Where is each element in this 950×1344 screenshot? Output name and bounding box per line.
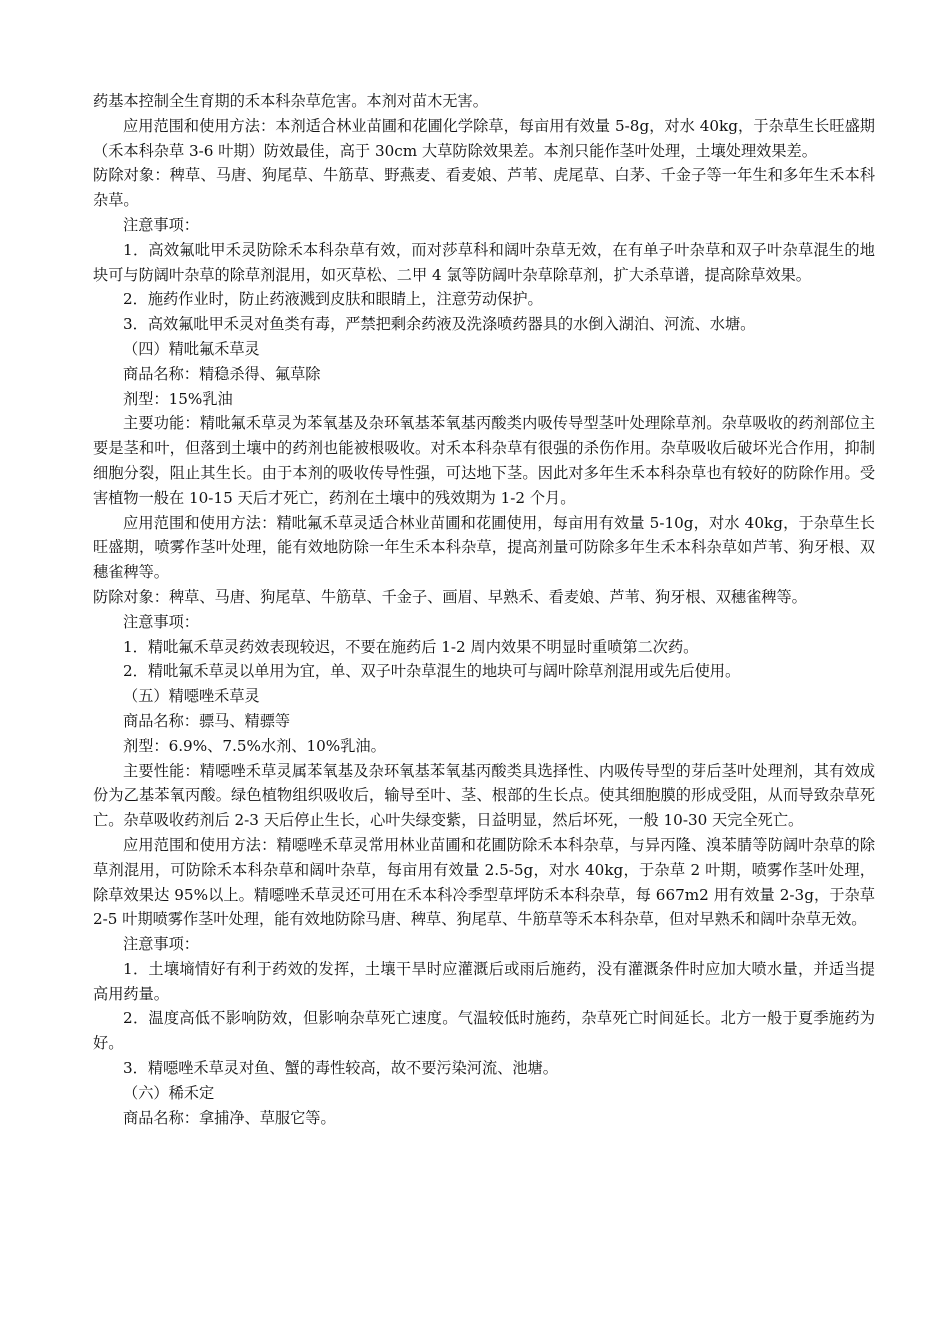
body-paragraph: 注意事项： xyxy=(123,215,199,234)
body-paragraph: 2．施药作业时，防止药液溅到皮肤和眼睛上，注意劳动保护。 xyxy=(123,290,543,309)
body-paragraph: 1．精吡氟禾草灵药效表现较迟，不要在施药后 1-2 周内效果不明显时重喷第二次药。 xyxy=(123,637,699,656)
body-paragraph: 商品名称：精稳杀得、氟草除 xyxy=(123,364,321,383)
body-paragraph: 3．精噁唑禾草灵对鱼、蟹的毒性较高，故不要污染河流、池塘。 xyxy=(123,1059,558,1078)
body-paragraph: （四）精吡氟禾草灵 xyxy=(123,339,260,358)
body-paragraph: 应用范围和使用方法：精噁唑禾草灵常用林业苗圃和花圃防除禾本科杂草，与异丙隆、溴苯腈等防阔叶杂草的除草剂混用，可防除禾本科杂草和阔叶杂草，每亩用有效量 2.5-5g，对水 40kg，于杂草 2 叶期，喷雾作茎叶处理，除草效果达 95%以上。精噁唑禾草灵还可用在禾本科冷季型草坪防禾本科杂草，每 667m2 用有效量 2-3g，于杂草 2-5 叶期喷雾作茎叶处理，能有效地防除马唐、稗草、狗尾草、牛筋草等禾本科杂草，但对早熟禾和阔叶杂草无效。 xyxy=(93,835,875,929)
body-paragraph: 2．温度高低不影响防效，但影响杂草死亡速度。气温较低时施药，杂草死亡时间延长。北方一般于夏季施药为好。 xyxy=(93,1009,875,1053)
body-paragraph: （六）稀禾定 xyxy=(123,1083,215,1102)
body-paragraph: 剂型：15%乳油 xyxy=(123,389,233,408)
body-paragraph: 主要性能：精噁唑禾草灵属苯氧基及杂环氧基苯氧基丙酸类具选择性、内吸传导型的芽后茎叶处理剂，其有效成份为乙基苯氧丙酸。绿色植物组织吸收后，输导至叶、茎、根部的生长点。使其细胞膜的形成受阻，从而导致杂草死亡。杂草吸收药剂后 2-3 天后停止生长，心叶失绿变紫，日益明显，然后坏死，一般 10-30 天完全死亡。 xyxy=(93,761,875,830)
document-page xyxy=(93,89,875,1130)
body-paragraph: 剂型：6.9%、7.5%水剂、10%乳油。 xyxy=(123,736,386,755)
body-paragraph: 商品名称：骠马、精骠等 xyxy=(123,711,291,730)
body-paragraph: 商品名称：拿捕净、草服它等。 xyxy=(123,1108,336,1127)
body-paragraph: 应用范围和使用方法：本剂适合林业苗圃和花圃化学除草，每亩用有效量 5-8g，对水 40kg，于杂草生长旺盛期（禾本科杂草 3-6 叶期）防效最佳，高于 30cm 大草防除效果差。本剂只能作茎叶处理，土壤处理效果差。 xyxy=(93,116,875,160)
body-paragraph: 1．土壤墒情好有利于药效的发挥，土壤干旱时应灌溉后或雨后施药，没有灌溉条件时应加大喷水量，并适当提高用药量。 xyxy=(93,959,875,1003)
body-paragraph: 注意事项： xyxy=(123,612,199,631)
body-paragraph: 防除对象：稗草、马唐、狗尾草、牛筋草、野燕麦、看麦娘、芦苇、虎尾草、白茅、千金子等一年生和多年生禾本科杂草。 xyxy=(93,166,875,210)
body-paragraph: 1．高效氟吡甲禾灵防除禾本科杂草有效，而对莎草科和阔叶杂草无效，在有单子叶杂草和双子叶杂草混生的地块可与防阔叶杂草的除草剂混用，如灭草松、二甲 4 氯等防阔叶杂草除草剂，扩大杀草谱，提高除草效果。 xyxy=(93,240,875,284)
body-paragraph: 主要功能：精吡氟禾草灵为苯氧基及杂环氧基苯氧基丙酸类内吸传导型茎叶处理除草剂。杂草吸收的药剂部位主要是茎和叶，但落到土壤中的药剂也能被根吸收。对禾本科杂草有很强的杀伤作用。杂草吸收后破坏光合作用，抑制细胞分裂，阻止其生长。由于本剂的吸收传导性强，可达地下茎。因此对多年生禾本科杂草也有较好的防除作用。受害植物一般在 10-15 天后才死亡，药剂在土壤中的残效期为 1-2 个月。 xyxy=(93,414,875,507)
body-paragraph: （五）精噁唑禾草灵 xyxy=(123,687,260,706)
body-paragraph: 防除对象：稗草、马唐、狗尾草、牛筋草、千金子、画眉、早熟禾、看麦娘、芦苇、狗牙根、双穗雀稗等。 xyxy=(93,587,807,606)
body-paragraph: 药基本控制全生育期的禾本科杂草危害。本剂对苗木无害。 xyxy=(93,92,488,110)
body-paragraph: 2．精吡氟禾草灵以单用为宜，单、双子叶杂草混生的地块可与阔叶除草剂混用或先后使用。 xyxy=(123,662,741,681)
body-paragraph: 应用范围和使用方法：精吡氟禾草灵适合林业苗圃和花圃使用，每亩用有效量 5-10g，对水 40kg，于杂草生长旺盛期，喷雾作茎叶处理，能有效地防除一年生禾本科杂草，提高剂量可防除多年生禾本科杂草如芦苇、狗牙根、双穗雀稗等。 xyxy=(93,513,875,582)
body-paragraph: 注意事项： xyxy=(123,935,199,954)
body-paragraph: 3．高效氟吡甲禾灵对鱼类有毒，严禁把剩余药液及洗涤喷药器具的水倒入湖泊、河流、水塘。 xyxy=(123,315,756,334)
